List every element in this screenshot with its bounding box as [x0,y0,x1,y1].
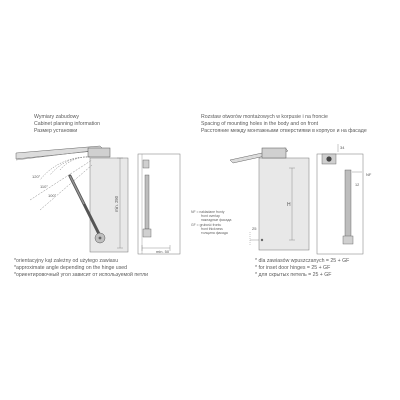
right-front-strut [345,170,351,238]
right-footnote [255,258,349,278]
dim-H-label: H [287,202,291,208]
right-hinge-block [262,148,286,158]
right-header-line1: Rozstaw otworów montażowych w korpusie i na froncie [201,114,328,120]
gf-line2: front thickness [201,227,223,231]
left-cabinet-side-view [16,146,128,252]
strut-mount-pin [99,237,102,240]
right-cabinet-side-view [230,148,309,250]
left-header-line3: Размер установки [34,127,78,134]
right-header-line3: Расстояние между монтажными отверстиями в корпусе и на фасаде [201,127,367,134]
left-footnote-line3: *ориентировочный угол зависит от используемой петли [14,271,149,278]
left-footnote-line2: *approximate angle depending on the hinge used [14,264,128,271]
hinge-block [88,148,110,157]
nf-line1: NF = nakładane fronty [191,210,225,214]
right-front-strut-mount [343,236,353,244]
swing-arc-outer [40,157,90,180]
gf-line3: толщина фасада [201,231,228,235]
angle-120-label: 120° [32,174,41,179]
dim-25-label: 25 [252,226,257,231]
left-footnote [14,258,148,278]
nf-gf-note [191,210,231,235]
right-footnote-line1: * dla zawiasów wpuszczanych = 25 + GF [255,258,350,264]
angle-100-label: 100° [48,193,57,198]
center-strut [145,175,149,229]
nf-line3: накладные фасада [201,218,232,222]
closed-line-1 [30,160,92,200]
dim-12-label: 12 [355,183,360,187]
center-cabinet-outline [138,154,180,254]
right-header-line2: Spacing of mounting holes in the body and on front [201,120,319,127]
right-cabinet-front-view [317,144,372,254]
right-mount-hole [261,239,263,241]
swing-arc-inner [60,157,90,170]
right-footnote-line3: * для скрытых петель = 25 + GF [255,271,332,278]
left-footnote-line1: *orientacyjny kąt zależny od użytego zawiasu [14,258,119,264]
gf-line1: GF = grubość frontu [191,223,222,227]
center-hinge-block [143,160,149,168]
dim-34-label: 34 [340,145,345,150]
left-header-line1: Wymiary zabudowy [34,114,79,120]
left-header-line2: Cabinet planning information [34,120,101,127]
angle-110-label: 110° [40,184,48,189]
right-front-outline [317,154,363,254]
dim-width-label: min. 50 [156,249,170,254]
center-cabinet-front-view [138,154,180,254]
dim-NF-label: NF [366,172,372,177]
gas-strut-rod [70,176,84,204]
dim-height-label: min. 290 [114,195,119,212]
right-footnote-line2: * for inset door hinges = 25 + GF [255,264,331,271]
right-front-hinge-cup [326,156,331,161]
right-cabinet-body [259,158,309,250]
center-strut-mount [143,229,151,237]
nf-line2: front overlap [201,214,220,218]
